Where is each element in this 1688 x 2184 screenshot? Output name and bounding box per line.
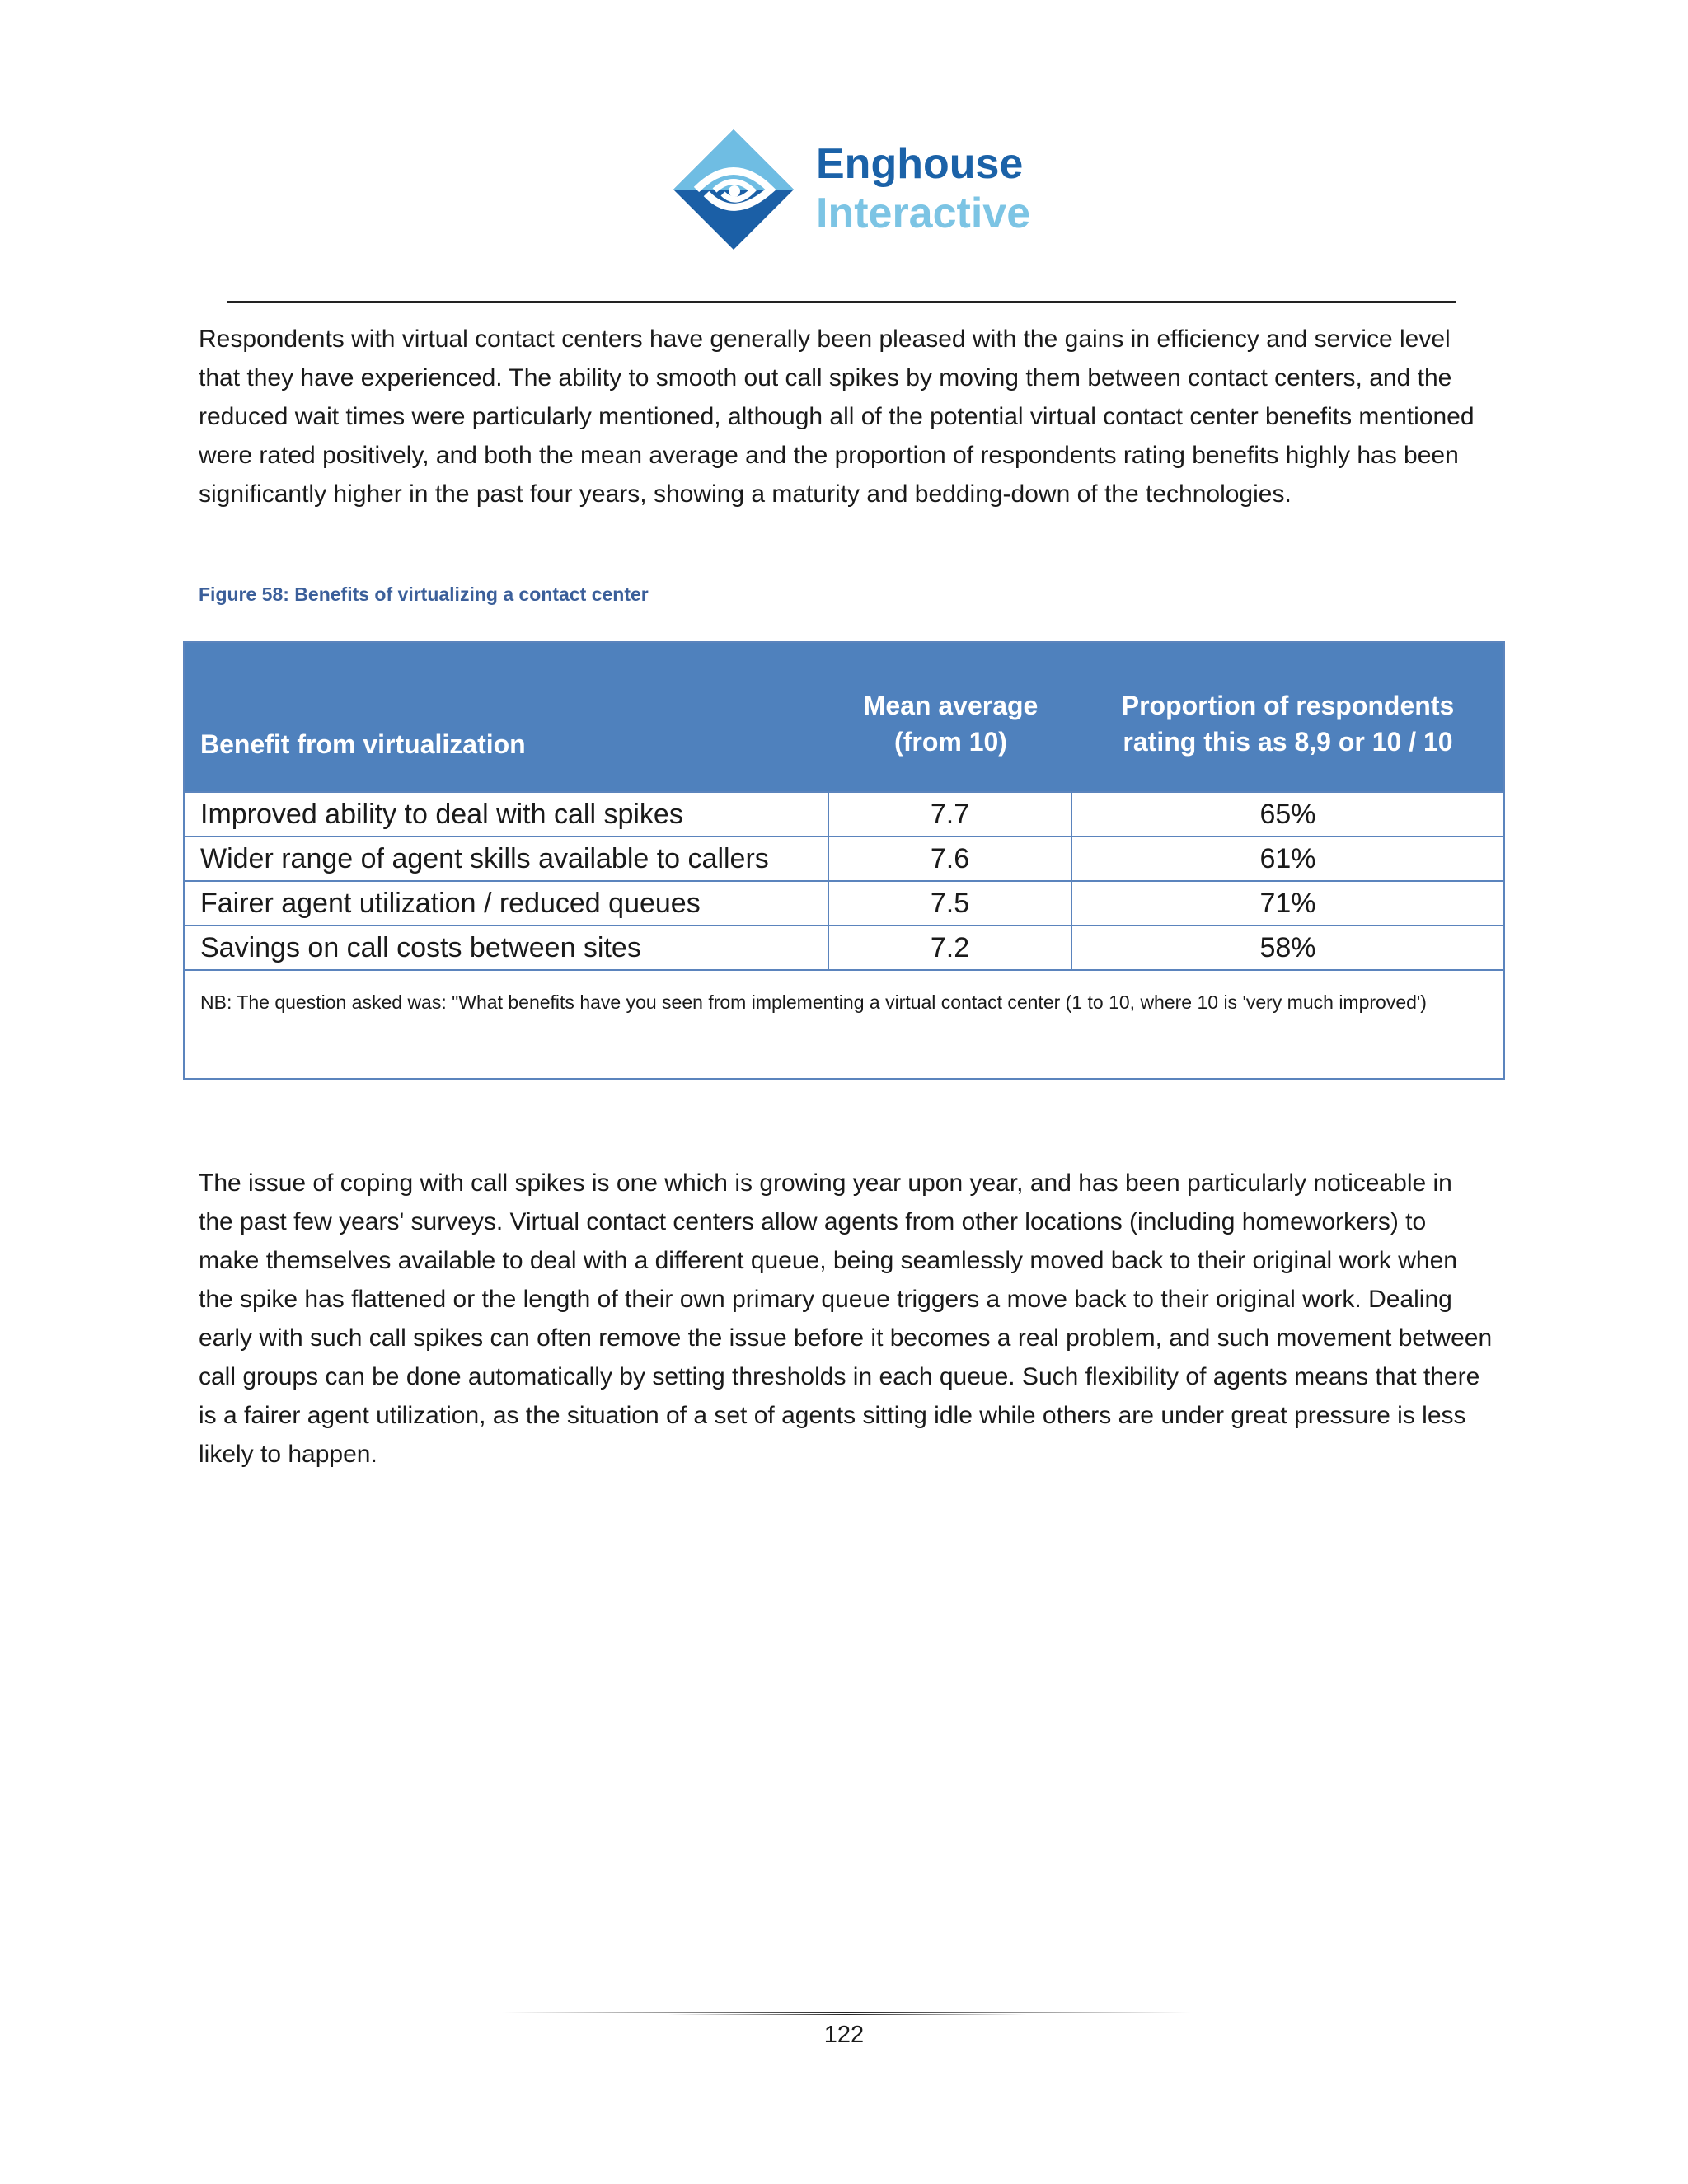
logo-line-2: Interactive: [816, 190, 1031, 237]
company-logo: [672, 128, 1031, 251]
logo-wordmark: [816, 139, 1030, 238]
cell-proportion: 61%: [1259, 842, 1316, 874]
table-note: NB: The question asked was: "What benefits have you seen from implementing a virtual contact center (1 to 10, where 10 is 'very much improved'): [185, 969, 1503, 1078]
footer-divider: [503, 2011, 1191, 2016]
header-mean-line1: Mean average: [863, 691, 1039, 720]
cell-proportion: 71%: [1259, 887, 1316, 919]
header-divider: [227, 301, 1456, 303]
cell-mean: 7.5: [829, 882, 1072, 925]
table-body: [185, 791, 1503, 969]
table-row: [185, 793, 1503, 836]
table-row: [185, 836, 1503, 880]
cell-mean: 7.6: [829, 837, 1072, 880]
header-mean-line2: (from 10): [894, 727, 1007, 757]
header-proportion: [1072, 643, 1503, 791]
header-mean-average: [829, 643, 1072, 791]
header-benefit: Benefit from virtualization: [200, 729, 526, 759]
page-number: 122: [823, 2022, 865, 2048]
figure-caption: Figure 58: Benefits of virtualizing a contact center: [199, 583, 649, 605]
table-row: [185, 925, 1503, 969]
cell-mean: 7.2: [829, 926, 1072, 969]
body-paragraph: The issue of coping with call spikes is one which is growing year upon year, and has been particularly noticeable in the past few years' surveys. Virtual contact centers allow agents from other locations (including homeworkers) to make themselves available to deal with a different queue, being seamlessly moved back to their original work when the spike has flattened or the length of their own primary queue triggers a move back to their original work. Dealing early with such call spikes can often remove the issue before it becomes a real problem, and such movement between call groups can be done automatically by setting thresholds in each queue. Such flexibility of agents means that there is a fairer agent utilization, as the situation of a set of agents sitting idle while others are under great pressure is less likely to happen.: [199, 1169, 1493, 1468]
table-row: [185, 880, 1503, 925]
header-prop-line1: Proportion of respondents: [1121, 691, 1455, 720]
cell-benefit: Improved ability to deal with call spikes: [185, 793, 829, 836]
benefits-table: [183, 641, 1505, 1080]
logo-line-1: Enghouse: [816, 140, 1024, 188]
cell-proportion: 58%: [1259, 931, 1316, 963]
header-prop-line2: rating this as 8,9 or 10 / 10: [1123, 727, 1453, 757]
cell-benefit: Savings on call costs between sites: [185, 926, 829, 969]
enghouse-logo-icon: [672, 128, 795, 251]
cell-mean: 7.7: [829, 793, 1072, 836]
intro-paragraph: Respondents with virtual contact centers have generally been pleased with the gains in efficiency and service level that they have experienced. The ability to smooth out call spikes by moving them between contact centers, and the reduced wait times were particularly mentioned, although all of the potential virtual contact center benefits mentioned were rated positively, and both the mean average and the proportion of respondents rating benefits highly has been significantly higher in the past four years, showing a maturity and bedding-down of the technologies.: [199, 326, 1475, 508]
cell-benefit: Wider range of agent skills available to callers: [185, 837, 829, 880]
cell-benefit: Fairer agent utilization / reduced queues: [185, 882, 829, 925]
table-header: [185, 643, 1503, 791]
cell-proportion: 65%: [1259, 798, 1316, 830]
